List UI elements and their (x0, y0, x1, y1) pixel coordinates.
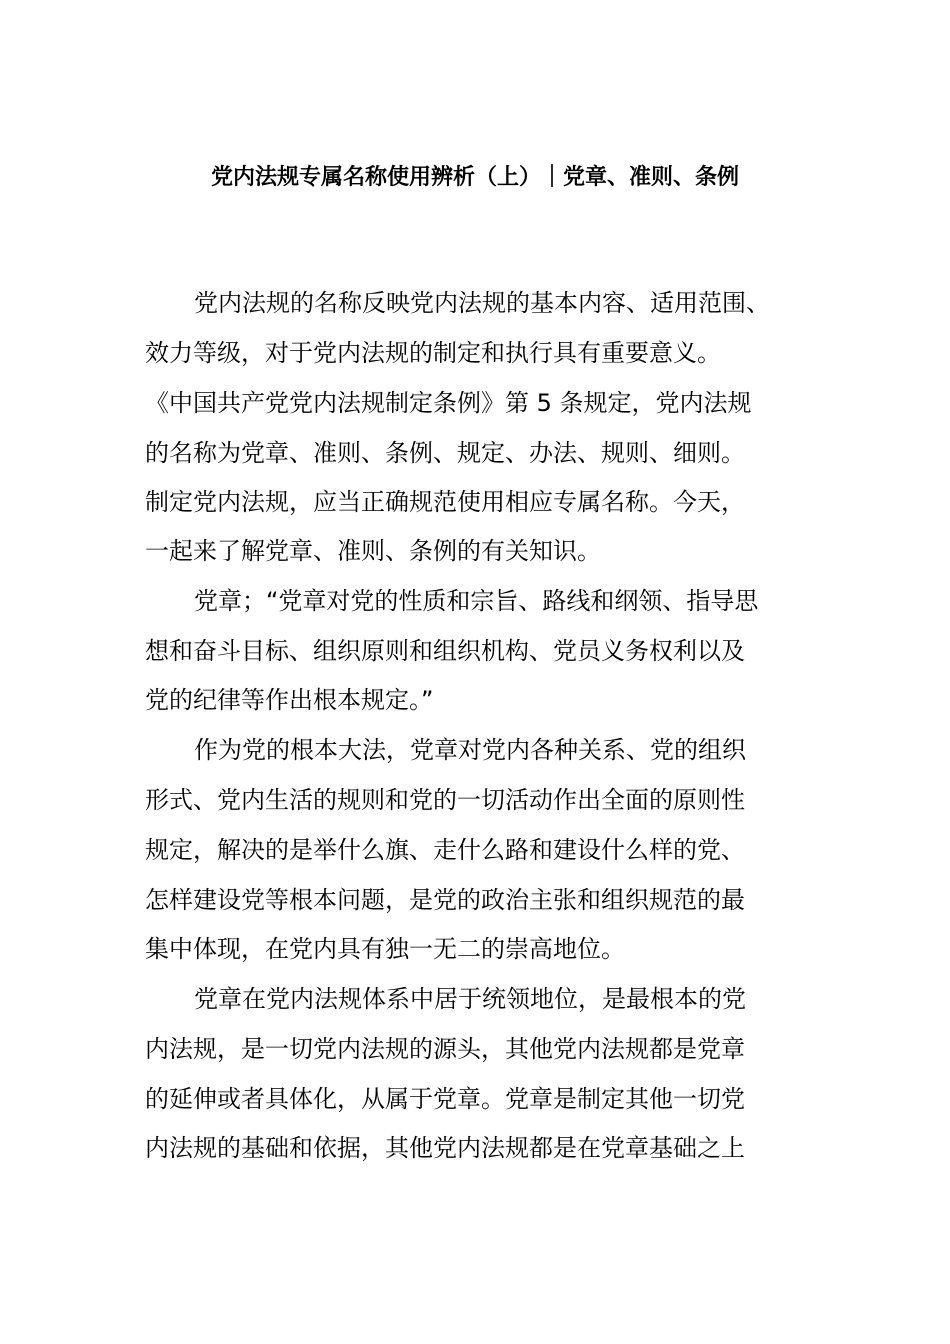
paragraph-line: 怎样建设党等根本问题，是党的政治主张和组织规范的最 (145, 886, 745, 914)
paragraph-line: 党内法规的名称反映党内法规的基本内容、适用范围、 (194, 289, 770, 317)
paragraph-line: 制定党内法规，应当正确规范使用相应专属名称。今天， (145, 488, 745, 516)
paragraph-line: 《中国共产党党内法规制定条例》第 5 条规定，党内法规 (145, 389, 752, 417)
paragraph-line: 党章；“党章对党的性质和宗旨、路线和纲领、指导思 (194, 587, 759, 615)
paragraph-line: 想和奋斗目标、组织原则和组织机构、党员义务权利以及 (145, 637, 745, 665)
paragraph-line: 内法规，是一切党内法规的源头，其他党内法规都是党章 (145, 1035, 745, 1063)
paragraph-line: 集中体现，在党内具有独一无二的崇高地位。 (145, 935, 625, 963)
paragraph-line: 一起来了解党章、准则、条例的有关知识。 (145, 537, 601, 565)
paragraph-line: 党的纪律等作出根本规定。” (145, 686, 434, 714)
paragraph-line: 的名称为党章、准则、条例、规定、办法、规则、细则。 (145, 439, 745, 467)
paragraph-line: 的延伸或者具体化，从属于党章。党章是制定其他一切党 (145, 1085, 745, 1113)
paragraph-line: 党章在党内法规体系中居于统领地位，是最根本的党 (194, 985, 746, 1013)
paragraph-line: 效力等级，对于党内法规的制定和执行具有重要意义。 (145, 339, 721, 367)
paragraph-line: 作为党的根本大法，党章对党内各种关系、党的组织 (194, 736, 746, 764)
paragraph-line: 规定，解决的是举什么旗、走什么路和建设什么样的党、 (145, 836, 745, 864)
paragraph-line: 内法规的基础和依据，其他党内法规都是在党章基础之上 (145, 1134, 745, 1162)
document-title: 党内法规专属名称使用辨析（上）｜党章、准则、条例 (210, 165, 739, 190)
paragraph-line: 形式、党内生活的规则和党的一切活动作出全面的原则性 (145, 786, 745, 814)
